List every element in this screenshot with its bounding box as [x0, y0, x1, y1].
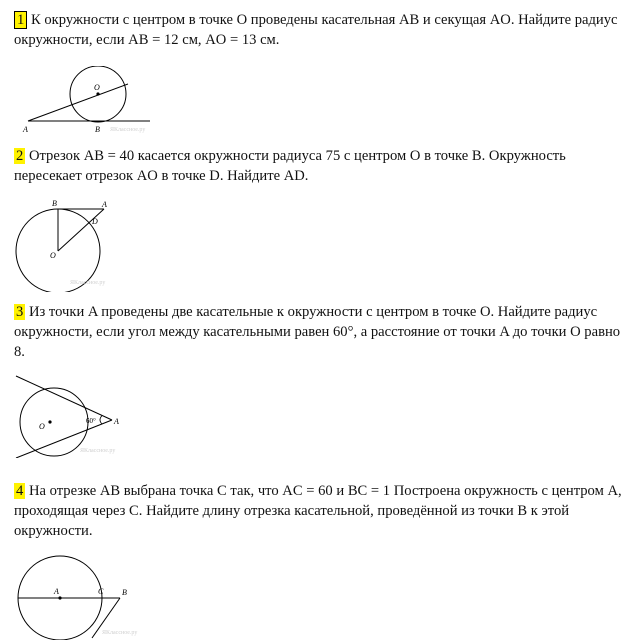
label-b: B	[52, 199, 57, 208]
problem-number: 2	[16, 148, 24, 164]
label-a: A	[114, 417, 119, 426]
problem-text: Из точки A проведены две касательные к окружности с центром в точке O. Найдите радиус окружности, если угол между касательными равен 60°, а расстояние от точки A до точки O равно 8.	[14, 304, 621, 360]
figure-2	[10, 196, 130, 292]
label-b: B	[122, 588, 127, 597]
center-point	[58, 596, 61, 599]
label-d: D	[92, 217, 98, 226]
problem-number: 3	[16, 304, 24, 320]
problem-text: На отрезке AB выбрана точка C так, что AC = 60 и BC = 1 Построена окружность с центром A, проходящая через C. Найдите длину отрезка касательной, проведённой из точки B к этой окружности.	[14, 483, 622, 539]
circle	[20, 388, 88, 456]
label-a: A	[23, 125, 28, 134]
problem-3	[14, 302, 632, 362]
secant-line	[28, 84, 128, 121]
problem-number: 4	[16, 483, 24, 499]
watermark: ЯКлассное.ру	[70, 280, 106, 286]
angle-arc	[100, 416, 102, 425]
figure-3	[10, 372, 140, 458]
problem-1	[14, 10, 632, 50]
label-a: A	[54, 587, 59, 596]
center-point	[48, 420, 51, 423]
label-a: A	[102, 200, 107, 209]
label-b: B	[95, 125, 100, 134]
label-angle: 60°	[86, 417, 96, 425]
problem-number: 1	[14, 11, 27, 29]
problem-2	[14, 146, 632, 186]
label-c: C	[98, 587, 104, 596]
label-o: O	[50, 251, 56, 260]
figure-1	[10, 66, 160, 136]
label-o: O	[39, 422, 45, 431]
problem-text: К окружности с центром в точке O проведены касательная AB и секущая AO. Найдите радиус окружности, если AB = 12 см, AO = 13 см.	[14, 12, 618, 48]
center-point	[96, 92, 99, 95]
problem-text: Отрезок AB = 40 касается окружности радиуса 75 с центром O в точке B. Окружность пересекает отрезок AO в точке D. Найдите AD.	[14, 148, 566, 184]
label-o: O	[94, 83, 100, 92]
watermark: ЯКлассное.ру	[110, 127, 146, 133]
watermark: ЯКлассное.ру	[80, 448, 116, 454]
figure-4	[10, 552, 150, 640]
watermark: ЯКлассное.ру	[102, 630, 138, 636]
problem-4	[14, 481, 632, 541]
